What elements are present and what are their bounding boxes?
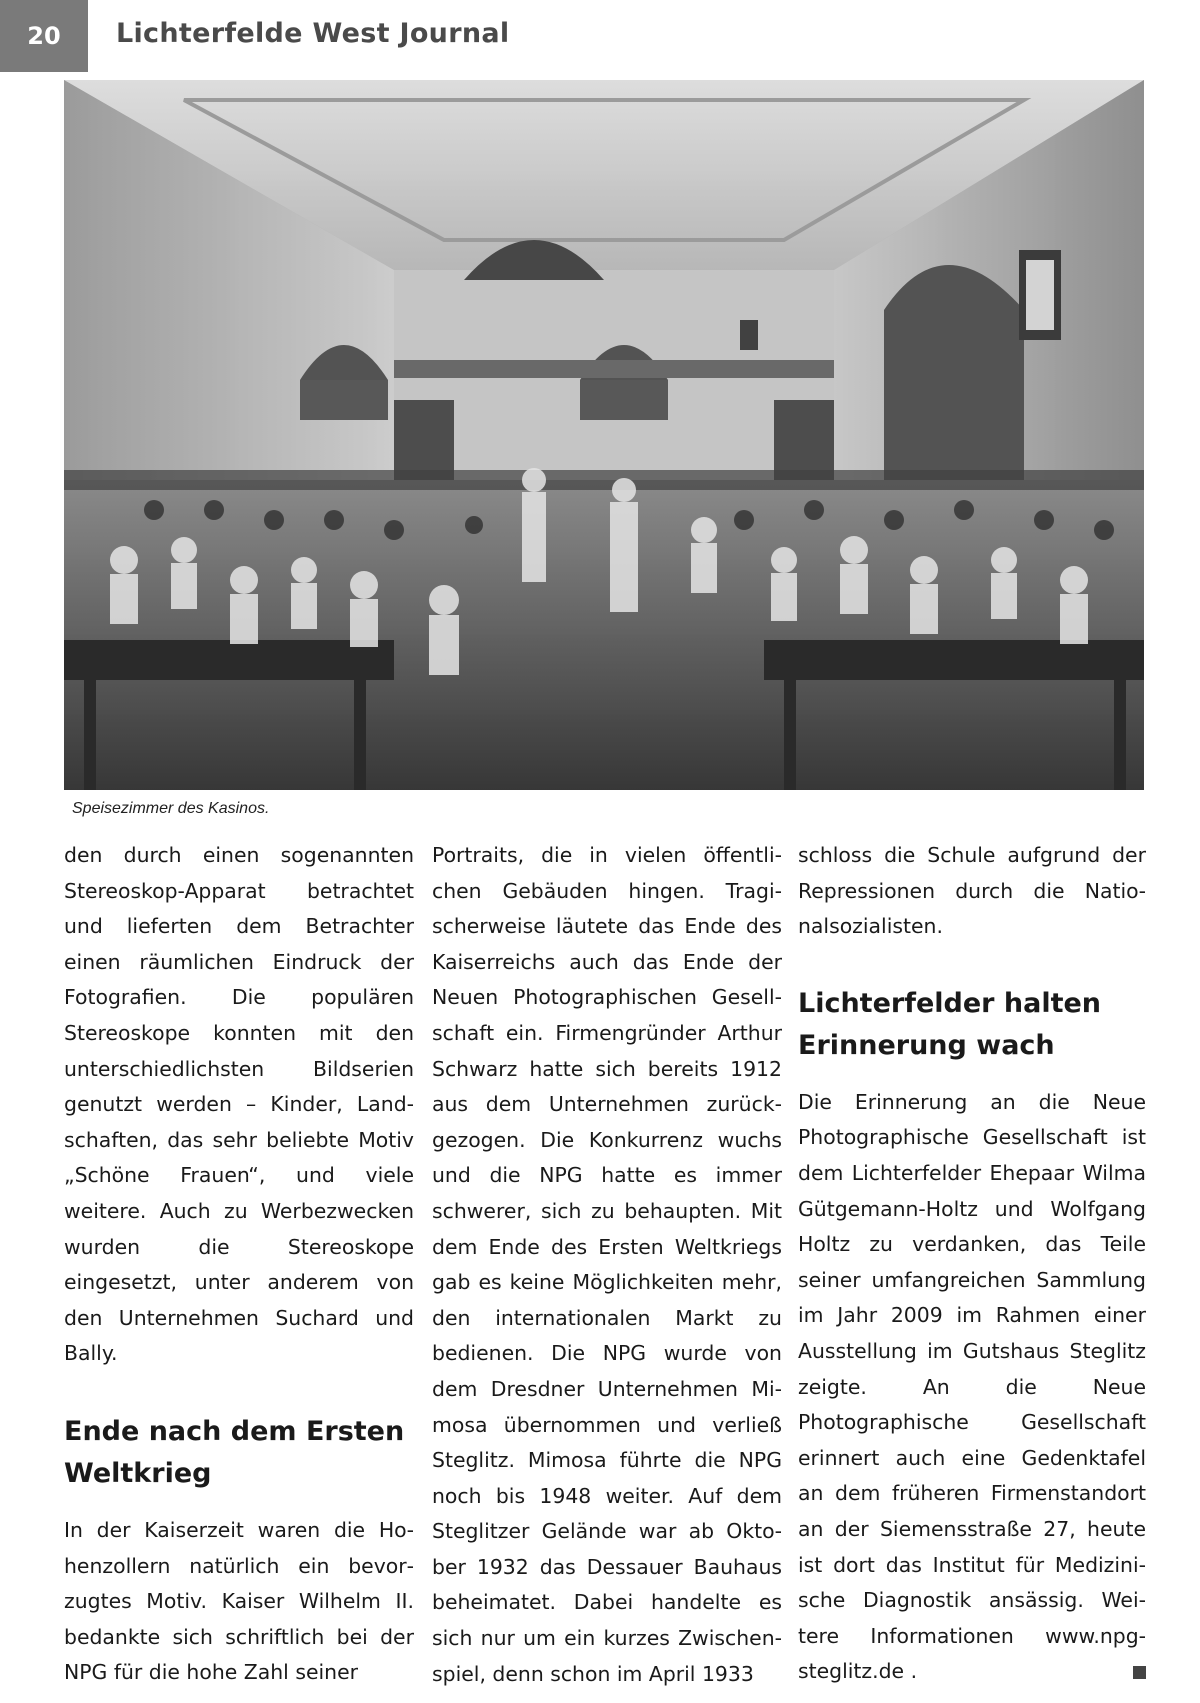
section-heading: Lichterfelder halten Erinnerung wach xyxy=(798,987,1102,1061)
paragraph: Portraits, die in vielen öffentlichen Gebäuden hingen. Tragischerweise läutete das Ende des Kaiserreichs auch das Ende der Neuen Photographischen Gesellschaft ein. Firmengründer Arthur Schwarz hatte sich bereits 1912 aus dem Unternehmen zurückgezogen. Die Konkurrenz wuchs und die NPG hatte es immer schwerer, sich zu behaupten. Mit dem Ende des Ersten Weltkriegs gab es keine Möglichkeiten mehr, den internationalen Markt zu bedienen. Die NPG wurde von dem Dresdner Unternehmen Mimosa übernommen und verließ Steglitz. Mimosa führte die NPG noch bis 1948 weiter. Auf dem Steglitzer Gelände war ab Oktober 1932 das Dessauer Bauhaus beheimatet. Dabei handelte es sich nur um ein kurzes Zwischenspiel, denn schon im April 1933 xyxy=(432,843,782,1686)
end-of-article-mark-icon xyxy=(1133,1666,1146,1679)
paragraph: den durch einen sogenannten Stereoskop-Apparat betrachtet und lieferten dem Betrachter einen räumlichen Eindruck der Fotografien. Die populären Stereoskope konnten mit den unterschiedlichsten Bildserien genutzt werden – Kinder, Landschaften, das sehr beliebte Motiv „Schöne Frauen“, und viele weitere. Auch zu Werbezwecken wurden die Stereoskope eingesetzt, unter anderem von den Unternehmen Suchard und Bally. xyxy=(64,843,414,1366)
photo-illustration xyxy=(64,80,1144,790)
text-column-1 xyxy=(64,838,414,1691)
paragraph-with-end-mark xyxy=(798,1085,1146,1690)
text-column-3 xyxy=(798,838,1146,1690)
paragraph-text: Die Erinnerung an die Neue Photographische Gesellschaft ist dem Lichterfelder Ehepaar Wilma Gütgemann-Holtz und Wolfgang Holtz zu verdanken, das Teile seiner umfangreichen Sammlung im Jahr 2009 im Rahmen einer Ausstellung im Gutshaus Steglitz zeigte. An die Neue Photographische Gesellschaft erinnert auch eine Gedenktafel an dem früheren Firmenstandort an der Siemensstraße 27, heute ist dort das Institut für Medizinische Diagnostik ansässig. Weitere Informationen www.npg-steglitz.de . xyxy=(798,1089,1146,1684)
paragraph: In der Kaiserzeit waren die Hohenzollern natürlich ein bevorzugtes Motiv. Kaiser Wilhelm II. bedankte sich schriftlich bei der NPG für die hohe Zahl seiner xyxy=(64,1517,414,1685)
section-heading: Ende nach dem Ersten Weltkrieg xyxy=(64,1415,405,1489)
paragraph: schloss die Schule aufgrund der Repressionen durch die Nationalsozialisten. xyxy=(798,843,1146,939)
journal-title: Lichterfelde West Journal xyxy=(116,18,510,49)
historic-photo-dining-room xyxy=(64,80,1144,790)
page-number: 20 xyxy=(0,0,88,72)
text-column-2 xyxy=(432,838,782,1692)
photo-caption: Speisezimmer des Kasinos. xyxy=(72,800,270,817)
